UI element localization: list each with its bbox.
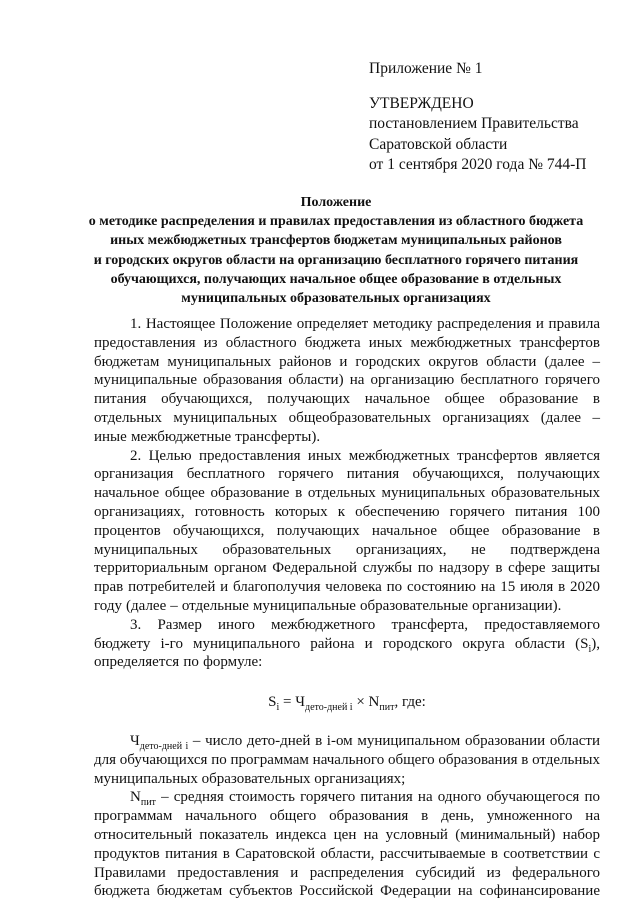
definition-subscript: дето-дней i — [139, 740, 189, 752]
definition-text: – число дето-дней в i-ом муниципальном образовании области для обучающихся по программам начального общего образования в отдельных муниципальных образовательных организациях; — [94, 732, 600, 787]
document-body — [94, 315, 600, 901]
paragraph-3-end: ), определяется по формуле: — [94, 635, 600, 671]
heading-line: муниципальных образовательных организациях — [181, 291, 491, 307]
heading-line: обучающихся, получающих начальное общее образование в отдельных — [110, 271, 562, 287]
paragraph-1: 1. Настоящее Положение определяет методику распределения и правила предоставления из областного бюджета иных межбюджетных трансфертов бюджетам муниципальных районов и городских округов области (далее – муниципальные образования области) на организацию бесплатного горячего питания обучающихся, получающих начальное общее образование в отдельных муниципальных общеобразовательных организациях (далее – иные межбюджетные трансферты). — [94, 316, 600, 445]
formula-ch-sub: дето-дней i — [304, 702, 353, 714]
formula-lhs: S — [268, 694, 277, 711]
formula-times: × N — [352, 694, 380, 711]
approval-block — [369, 59, 619, 176]
heading-line: иных межбюджетных трансфертов бюджетам муниципальных районов — [110, 233, 562, 249]
subscript: i — [588, 643, 592, 655]
approval-line: от 1 сентября 2020 года № 744-П — [369, 156, 587, 173]
appendix-label: Приложение № 1 — [369, 60, 483, 77]
document-title: Положение — [300, 195, 372, 210]
formula-tail: , где: — [394, 694, 426, 711]
definition-children-days — [94, 732, 600, 788]
formula-n-sub: пит — [379, 702, 395, 714]
definition-symbol: N — [130, 789, 141, 806]
heading-line: и городских округов области на организацию бесплатного горячего питания — [93, 252, 579, 268]
formula-lhs-sub: i — [276, 702, 280, 714]
formula — [94, 693, 600, 712]
definition-meal-cost — [94, 788, 600, 901]
definition-text: – средняя стоимость горячего питания на одного обучающегося по программам начального общего образования в день, умноженного на относительный показатель индекса цен на условный (минимальный) набор продуктов питания в Саратовской области, рассчитываемые в соответствии с Правилами предоставления и распределения субсидий из федерального бюджета бюджетам субъектов Российской Федерации на софинансирование — [94, 789, 600, 900]
document-heading — [70, 193, 602, 308]
approved-label: УТВЕРЖДЕНО — [369, 94, 474, 112]
formula-eq: = Ч — [279, 694, 305, 711]
paragraph-2: 2. Целью предоставления иных межбюджетных трансфертов является организация бесплатного горячего питания обучающихся, получающих начальное общее образование в отдельных муниципальных образовательных организациях, готовность которых к обеспечению горячего питания 100 процентов обучающихся, получающих начальное общее образование в муниципальных образовательных организациях, не подтверждена территориальным органом Федеральной службы по надзору в сфере защиты прав потребителей и благополучия человека по состоянию на 15 июля в 2020 году (далее – отдельные муниципальные образовательные организации). — [94, 447, 600, 614]
definition-subscript: пит — [140, 797, 156, 809]
paragraph-3 — [94, 616, 600, 672]
definition-symbol: Ч — [130, 732, 140, 749]
paragraph-3-text: 3. Размер иного межбюджетного трансферта, предоставляемого бюджету i-го муниципального района и городского округа области (S — [94, 616, 600, 652]
heading-line: о методике распределения и правилах предоставления из областного бюджета — [88, 214, 584, 230]
approval-line: Саратовской области — [369, 135, 508, 153]
spacer — [369, 80, 619, 94]
approval-line: постановлением Правительства — [369, 115, 579, 132]
